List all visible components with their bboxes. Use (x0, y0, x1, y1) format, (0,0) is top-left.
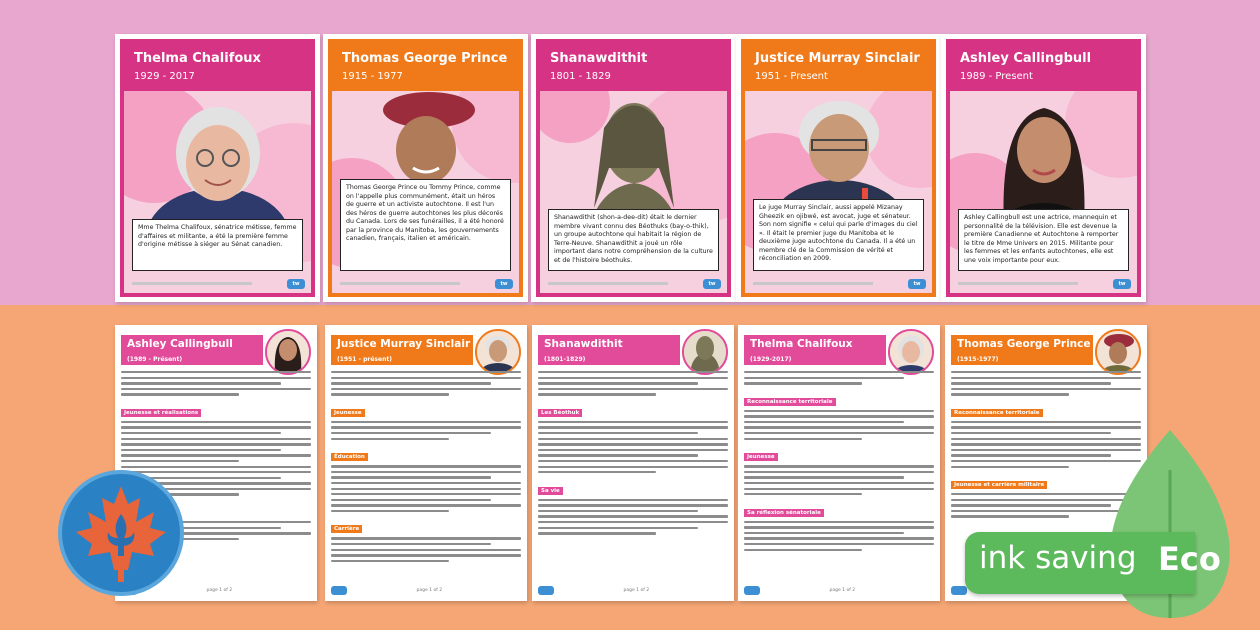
fact-sheet[interactable] (325, 325, 527, 601)
poster-card[interactable] (323, 34, 528, 302)
poster-footer-line (958, 282, 1078, 285)
sheet-footer (331, 585, 521, 595)
sheet-dates: (1989 - Présent) (121, 354, 263, 365)
twinkl-logo-icon (744, 586, 760, 595)
poster-card[interactable] (115, 34, 320, 302)
page-number: page 1 of 2 (829, 588, 856, 593)
sheet-body (744, 371, 934, 554)
sheet-title: Thelma Chalifoux (744, 335, 886, 354)
section-heading: Jeunesse (331, 409, 365, 417)
fact-sheet[interactable] (532, 325, 734, 601)
fact-sheet[interactable] (738, 325, 940, 601)
poster-dates: 1929 - 2017 (134, 71, 195, 82)
twinkl-logo-icon (538, 586, 554, 595)
twinkl-logo-icon (951, 586, 967, 595)
eco-label: Eco (1158, 540, 1221, 578)
section-heading: Jeunesse (744, 453, 778, 461)
poster-footer-line (132, 282, 252, 285)
sheet-title: Justice Murray Sinclair (331, 335, 473, 354)
poster-name: Shanawdithit (550, 51, 648, 66)
page-number: page 1 of 2 (623, 588, 650, 593)
sheet-footer (744, 585, 934, 595)
sheet-title: Thomas George Prince (951, 335, 1093, 354)
twinkl-logo-icon (331, 586, 347, 595)
poster-name: Justice Murray Sinclair (755, 51, 920, 66)
twinkl-logo-icon: tw (703, 279, 721, 289)
poster-frame (328, 39, 523, 297)
poster-description: Shanawdithit (shon-a-dee-dit) était le dernier membre vivant connu des Béothuks (bay-o-thik), un groupe autochtone qui habitait la région de Terre-Neuve. Shanawdithit a joué un rôle important dans notre compréhension de la culture et de l'histoire béothuks. (548, 209, 719, 271)
sheet-avatar (475, 329, 521, 375)
poster-description: Mme Thelma Chalifoux, sénatrice métisse, femme d'affaires et militante, a été la première femme d'origine métisse à siéger au Sénat canadien. (132, 219, 303, 271)
poster-frame (536, 39, 731, 297)
poster-footer-line (753, 282, 873, 285)
poster-frame (946, 39, 1141, 297)
twinkl-logo-icon: tw (908, 279, 926, 289)
section-heading: Carrière (331, 525, 362, 533)
poster-frame (741, 39, 936, 297)
portrait-illustration (979, 88, 1109, 228)
section-heading: Reconnaissance territoriale (951, 409, 1043, 417)
sheet-avatar (1095, 329, 1141, 375)
sheet-dates: (1801-1829) (538, 354, 680, 365)
poster-description: Ashley Callingbull est une actrice, mannequin et personnalité de la télévision. Elle est devenue la première Canadienne et Autochtone à remporter le titre de Mme Univers en 2015. Militante pour les femmes et les enfants autochtones, elle est une voix importante pour eux. (958, 209, 1129, 271)
poster-dates: 1951 - Present (755, 71, 828, 82)
section-heading: Jeunesse et carrière militaire (951, 481, 1047, 489)
poster-dates: 1801 - 1829 (550, 71, 611, 82)
poster-dates: 1915 - 1977 (342, 71, 403, 82)
page-number: page 1 of 2 (416, 588, 443, 593)
poster-card[interactable] (736, 34, 941, 302)
twinkl-logo-icon: tw (1113, 279, 1131, 289)
poster-card[interactable] (941, 34, 1146, 302)
maple-leaf-badge-icon (58, 470, 184, 596)
section-heading: Les Béothuk (538, 409, 582, 417)
section-heading: Reconnaissance territoriale (744, 398, 836, 406)
poster-card[interactable] (531, 34, 736, 302)
poster-name: Ashley Callingbull (960, 51, 1092, 66)
section-heading: Jeunesse et réalisations (121, 409, 201, 417)
sheet-title: Shanawdithit (538, 335, 680, 354)
sheet-avatar (888, 329, 934, 375)
poster-name: Thomas George Prince (342, 51, 508, 66)
poster-frame (120, 39, 315, 297)
sheet-dates: (1951 - présent) (331, 354, 473, 365)
poster-footer-line (340, 282, 460, 285)
sheet-footer (538, 585, 728, 595)
poster-dates: 1989 - Present (960, 71, 1033, 82)
poster-description: Le juge Murray Sinclair, aussi appelé Mizanay Gheezik en ojibwé, est avocat, juge et sénateur. Son nom signifie « celui qui parle d'images du ciel ». Il était le premier juge du Manitoba et le deuxième juge autochtone du Canada. Il a été un membre clé de la Commission de vérité et réconciliation en 2009. (753, 199, 924, 271)
twinkl-logo-icon: tw (287, 279, 305, 289)
poster-description: Thomas George Prince ou Tommy Prince, comme on l'appelle plus communément, était un héros de guerre et un activiste autochtone. Il est l'un des héros de guerre autochtones les plus décorés du Canada. Lors de ses funérailles, il a été honoré par la province du Manitoba, les gouvernements canadien, français, italien et américain. (340, 179, 511, 271)
ink-saving-badge: ink saving (965, 532, 1195, 594)
sheet-avatar (265, 329, 311, 375)
section-heading: Sa vie (538, 487, 563, 495)
section-heading: Éducation (331, 453, 368, 461)
poster-name: Thelma Chalifoux (134, 51, 261, 66)
sheet-body (538, 371, 728, 538)
sheet-dates: (1929-2017) (744, 354, 886, 365)
page-number: page 1 of 2 (206, 588, 233, 593)
sheet-dates: (1915-1977) (951, 354, 1093, 365)
sheet-title: Ashley Callingbull (121, 335, 263, 354)
twinkl-logo-icon: tw (495, 279, 513, 289)
sheet-body (331, 371, 521, 565)
poster-footer-line (548, 282, 668, 285)
portrait-illustration (143, 88, 293, 238)
section-heading: Sa réflexion sénatoriale (744, 509, 824, 517)
sheet-avatar (682, 329, 728, 375)
